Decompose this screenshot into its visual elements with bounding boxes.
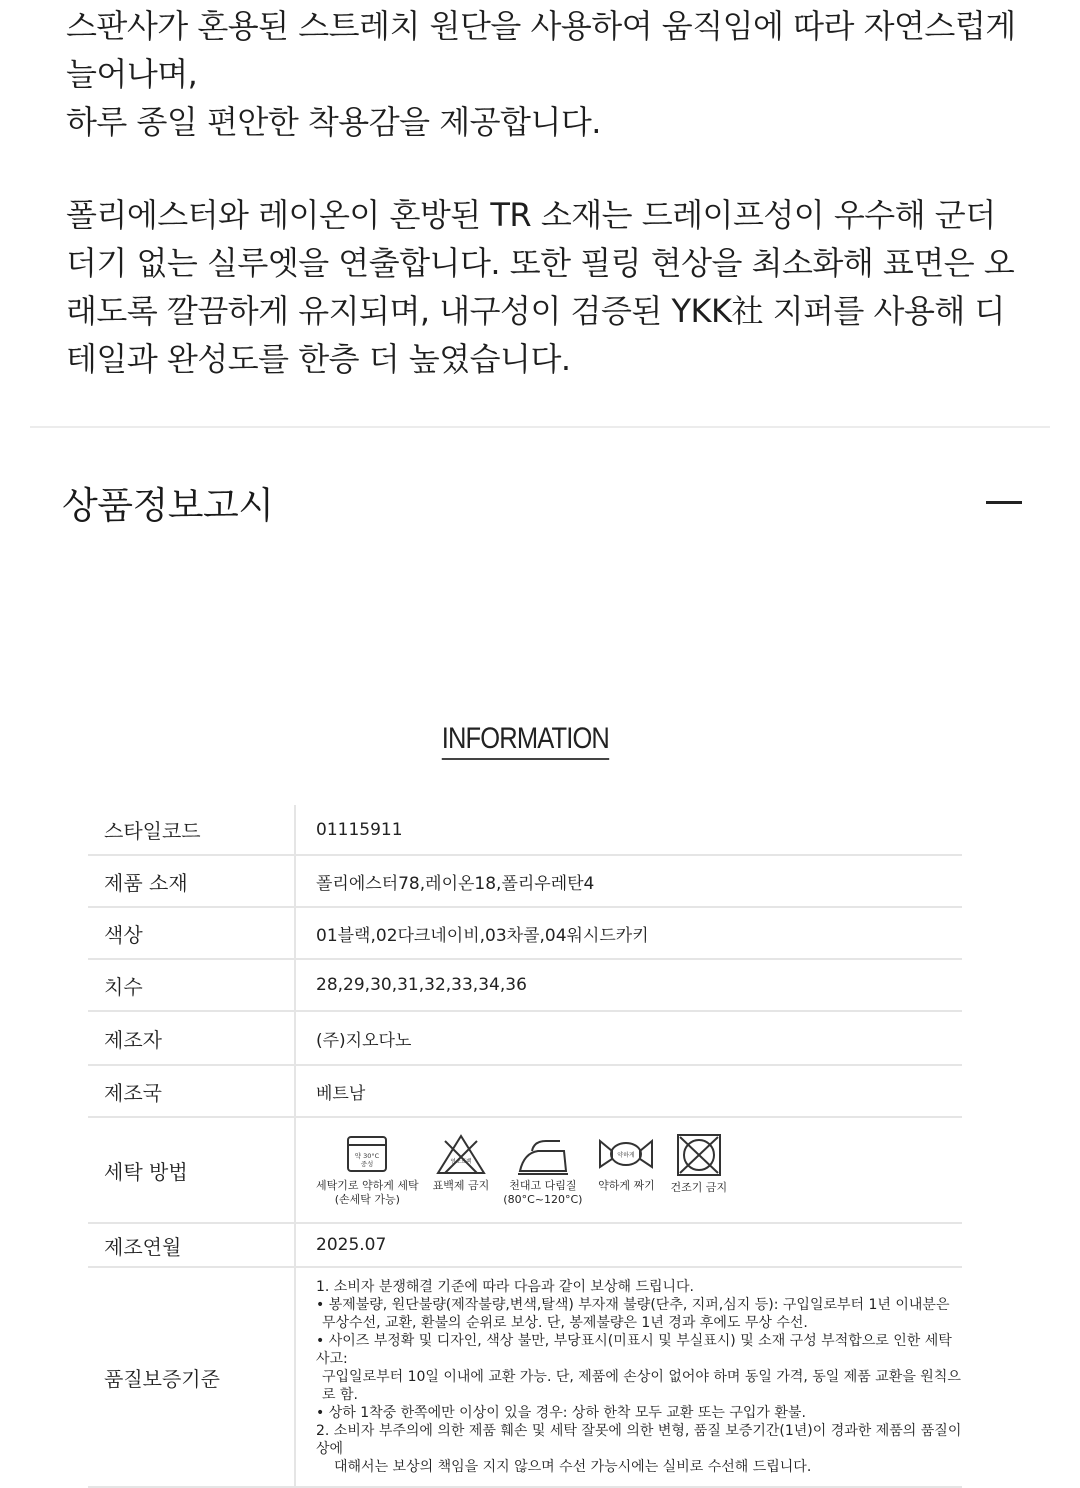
row-value: 베트남 bbox=[295, 1065, 962, 1117]
description-paragraph-2: 폴리에스터와 레이온이 혼방된 TR 소재는 드레이프성이 우수해 군더더기 없는 실루엣을 연출합니다. 또한 필링 현상을 최소화해 표면은 오래도록 깔끔하게 유지되며, 내구성이 검증된 YKK社 지퍼를 사용해 디테일과 완성도를 한층 더 높였습니다. bbox=[66, 196, 1015, 378]
row-value: 01115911 bbox=[295, 805, 962, 855]
care-label: 건조기 금지 bbox=[670, 1181, 728, 1194]
warranty-line: 2. 소비자 부주의에 의한 제품 훼손 및 세탁 잘못에 의한 변형, 품질 보증기간(1년)이 경과한 제품의 품질이상에 bbox=[316, 1423, 962, 1457]
table-row bbox=[88, 959, 962, 1011]
care-item bbox=[596, 1133, 656, 1193]
iron-icon bbox=[514, 1133, 572, 1175]
table-row bbox=[88, 1011, 962, 1065]
table-row bbox=[88, 1223, 962, 1267]
section-divider bbox=[30, 426, 1050, 428]
row-label: 제조국 bbox=[88, 1065, 295, 1117]
row-label: 치수 bbox=[88, 959, 295, 1011]
care-item bbox=[503, 1133, 582, 1207]
row-label: 스타일코드 bbox=[88, 805, 295, 855]
row-value: 01블랙,02다크네이비,03차콜,04워시드카키 bbox=[295, 907, 962, 959]
row-value: 28,29,30,31,32,33,34,36 bbox=[295, 959, 962, 1011]
table-row bbox=[88, 1065, 962, 1117]
care-item bbox=[316, 1133, 419, 1207]
row-label: 세탁 방법 bbox=[88, 1117, 295, 1223]
table-row bbox=[88, 805, 962, 855]
wring-icon bbox=[596, 1133, 656, 1175]
table-row bbox=[88, 855, 962, 907]
warranty-line: • 봉제불량, 원단불량(제작불량,변색,탈색) 부자재 불량(단추, 지퍼,심지 등): 구입일로부터 1년 이내분은 bbox=[316, 1297, 950, 1313]
care-label: 천대고 다림질 bbox=[509, 1179, 577, 1192]
svg-text:염소표백: 염소표백 bbox=[450, 1159, 472, 1165]
row-value: 2025.07 bbox=[295, 1223, 962, 1267]
row-label: 색상 bbox=[88, 907, 295, 959]
warranty-line: 1. 소비자 분쟁해결 기준에 따라 다음과 같이 보상해 드립니다. bbox=[316, 1279, 694, 1295]
row-value: (주)지오다노 bbox=[295, 1011, 962, 1065]
warranty-line: 무상수선, 교환, 환불의 순위로 보상. 단, 봉제불량은 1년 경과 후에도 무상 수선. bbox=[322, 1315, 808, 1331]
row-label: 제조자 bbox=[88, 1011, 295, 1065]
care-label: 표백제 금지 bbox=[432, 1179, 490, 1192]
care-item bbox=[670, 1133, 727, 1195]
care-sublabel: (80°C~120°C) bbox=[503, 1193, 583, 1206]
row-label: 제품 소재 bbox=[88, 855, 295, 907]
care-sublabel: (손세탁 가능) bbox=[334, 1193, 400, 1206]
warranty-line: 구입일로부터 10일 이내에 교환 가능. 단, 제품에 손상이 없어야 하며 동일 가격, 동일 제품 교환을 원칙으로 함. bbox=[322, 1369, 961, 1403]
product-notice-header[interactable] bbox=[62, 472, 1022, 532]
information-table bbox=[88, 805, 962, 1488]
minus-icon[interactable] bbox=[986, 488, 1022, 516]
description-paragraph-1: 스판사가 혼용된 스트레치 원단을 사용하여 움직임에 따라 자연스럽게 늘어나며, 하루 종일 편안한 착용감을 제공합니다. bbox=[66, 7, 1016, 141]
row-value: 폴리에스터78,레이온18,폴리우레탄4 bbox=[295, 855, 962, 907]
information-heading-text: INFORMATION bbox=[441, 722, 608, 760]
care-item bbox=[433, 1133, 490, 1193]
table-row bbox=[88, 1267, 962, 1487]
washtub-icon bbox=[344, 1133, 390, 1175]
no-bleach-icon bbox=[435, 1133, 487, 1175]
no-tumble-dry-icon bbox=[676, 1133, 722, 1177]
product-notice-title: 상품정보고시 bbox=[62, 484, 274, 527]
warranty-line: 대해서는 보상의 책임을 지지 않으며 수선 가능시에는 실비로 수선해 드립니다. bbox=[334, 1459, 812, 1475]
warranty-line: • 상하 1착중 한쪽에만 이상이 있을 경우: 상하 한착 모두 교환 또는 구입가 환불. bbox=[316, 1405, 806, 1421]
care-label: 약하게 짜기 bbox=[598, 1179, 655, 1192]
information-heading bbox=[0, 722, 1050, 760]
svg-text:중성: 중성 bbox=[361, 1160, 374, 1168]
warranty-text bbox=[295, 1267, 962, 1487]
warranty-line: • 사이즈 부정확 및 디자인, 색상 불만, 부당표시(미표시 및 부실표시) 및 소재 구성 부적합으로 인한 세탁 사고: bbox=[316, 1333, 952, 1367]
svg-text:약 30°C: 약 30°C bbox=[355, 1152, 380, 1160]
care-label: 세탁기로 약하게 세탁 bbox=[316, 1179, 419, 1192]
row-label: 품질보증기준 bbox=[88, 1267, 295, 1487]
table-row bbox=[88, 907, 962, 959]
care-instructions bbox=[295, 1117, 962, 1223]
product-description bbox=[66, 2, 1026, 428]
row-label: 제조연월 bbox=[88, 1223, 295, 1267]
table-row bbox=[88, 1117, 962, 1223]
svg-text:약하게: 약하게 bbox=[617, 1152, 636, 1159]
